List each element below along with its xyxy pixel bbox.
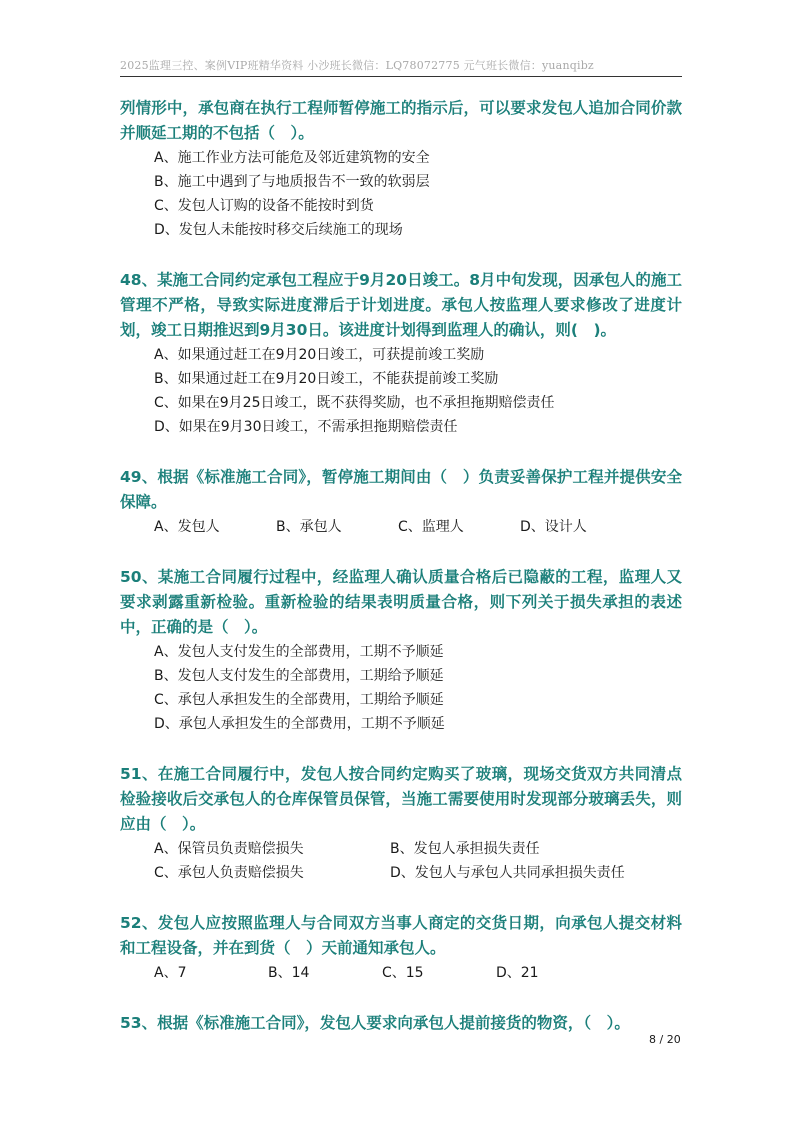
header-divider: [120, 76, 682, 77]
option-a: A、7: [154, 965, 187, 981]
question-stem: 列情形中，承包商在执行工程师暂停施工的指示后，可以要求发包人追加合同价款并顺延工期的不包括（ ）。: [120, 99, 682, 142]
question-stem: 53、根据《标准施工合同》，发包人要求向承包人提前接货的物资，（ ）。: [120, 1014, 630, 1032]
option-row: [120, 515, 682, 539]
option-row: [120, 837, 682, 861]
option-a: A、发包人: [154, 519, 220, 535]
option-b: B、施工中遇到了与地质报告不一致的软弱层: [154, 174, 430, 190]
question-47: [120, 96, 682, 242]
question-52: [120, 911, 682, 985]
option-b: B、承包人: [276, 519, 342, 535]
option-d: D、21: [496, 965, 539, 981]
option-c: C、承包人承担发生的全部费用，工期给予顺延: [154, 692, 444, 708]
option-b: B、发包人承担损失责任: [390, 841, 540, 857]
option-c: C、发包人订购的设备不能按时到货: [154, 198, 374, 214]
question-stem: 51、在施工合同履行中，发包人按合同约定购买了玻璃，现场交货双方共同清点检验接收后交承包人的仓库保管员保管，当施工需要使用时发现部分玻璃丢失，则应由（ ）。: [120, 765, 682, 833]
page-number: 8 / 20: [649, 1033, 681, 1046]
option-c: C、如果在9月25日竣工，既不获得奖励，也不承担拖期赔偿责任: [154, 395, 555, 411]
option-c: C、承包人负责赔偿损失: [154, 865, 304, 881]
question-48: [120, 268, 682, 439]
option-c: C、监理人: [398, 519, 464, 535]
option-d: D、设计人: [520, 519, 587, 535]
option-row: [120, 861, 682, 885]
question-stem: 49、根据《标准施工合同》，暂停施工期间由（ ）负责妥善保护工程并提供安全保障。: [120, 468, 682, 511]
question-stem: 50、某施工合同履行过程中，经监理人确认质量合格后已隐蔽的工程，监理人又要求剥露重新检验。重新检验的结果表明质量合格，则下列关于损失承担的表述中，正确的是（ ）。: [120, 568, 682, 636]
question-49: [120, 465, 682, 539]
option-d: D、发包人未能按时移交后续施工的现场: [154, 222, 403, 238]
option-d: D、如果在9月30日竣工，不需承担拖期赔偿责任: [154, 419, 458, 435]
option-c: C、15: [382, 965, 424, 981]
option-row: [120, 961, 682, 985]
question-51: [120, 762, 682, 885]
option-b: B、如果通过赶工在9月20日竣工，不能获提前竣工奖励: [154, 371, 499, 387]
question-stem: 48、某施工合同约定承包工程应于9月20日竣工。8月中旬发现，因承包人的施工管理不严格，导致实际进度滞后于计划进度。承包人按监理人要求修改了进度计划，竣工日期推迟到9月30日。该进度计划得到监理人的确认，则( )。: [120, 271, 682, 339]
option-a: A、保管员负责赔偿损失: [154, 841, 304, 857]
page-header: 2025监理三控、案例VIP班精华资料 小沙班长微信：LQ78072775 元气班长微信：yuanqibz: [120, 59, 594, 72]
option-d: D、发包人与承包人共同承担损失责任: [390, 865, 625, 881]
option-d: D、承包人承担发生的全部费用，工期不予顺延: [154, 716, 445, 732]
option-b: B、发包人支付发生的全部费用，工期给予顺延: [154, 668, 444, 684]
question-53: [120, 1011, 682, 1036]
question-list: [120, 96, 682, 1062]
option-a: A、发包人支付发生的全部费用，工期不予顺延: [154, 644, 444, 660]
question-stem: 52、发包人应按照监理人与合同双方当事人商定的交货日期，向承包人提交材料和工程设备，并在到货（ ）天前通知承包人。: [120, 914, 682, 957]
option-a: A、如果通过赶工在9月20日竣工，可获提前竣工奖励: [154, 347, 485, 363]
question-50: [120, 565, 682, 736]
option-b: B、14: [268, 965, 310, 981]
option-a: A、施工作业方法可能危及邻近建筑物的安全: [154, 150, 430, 166]
